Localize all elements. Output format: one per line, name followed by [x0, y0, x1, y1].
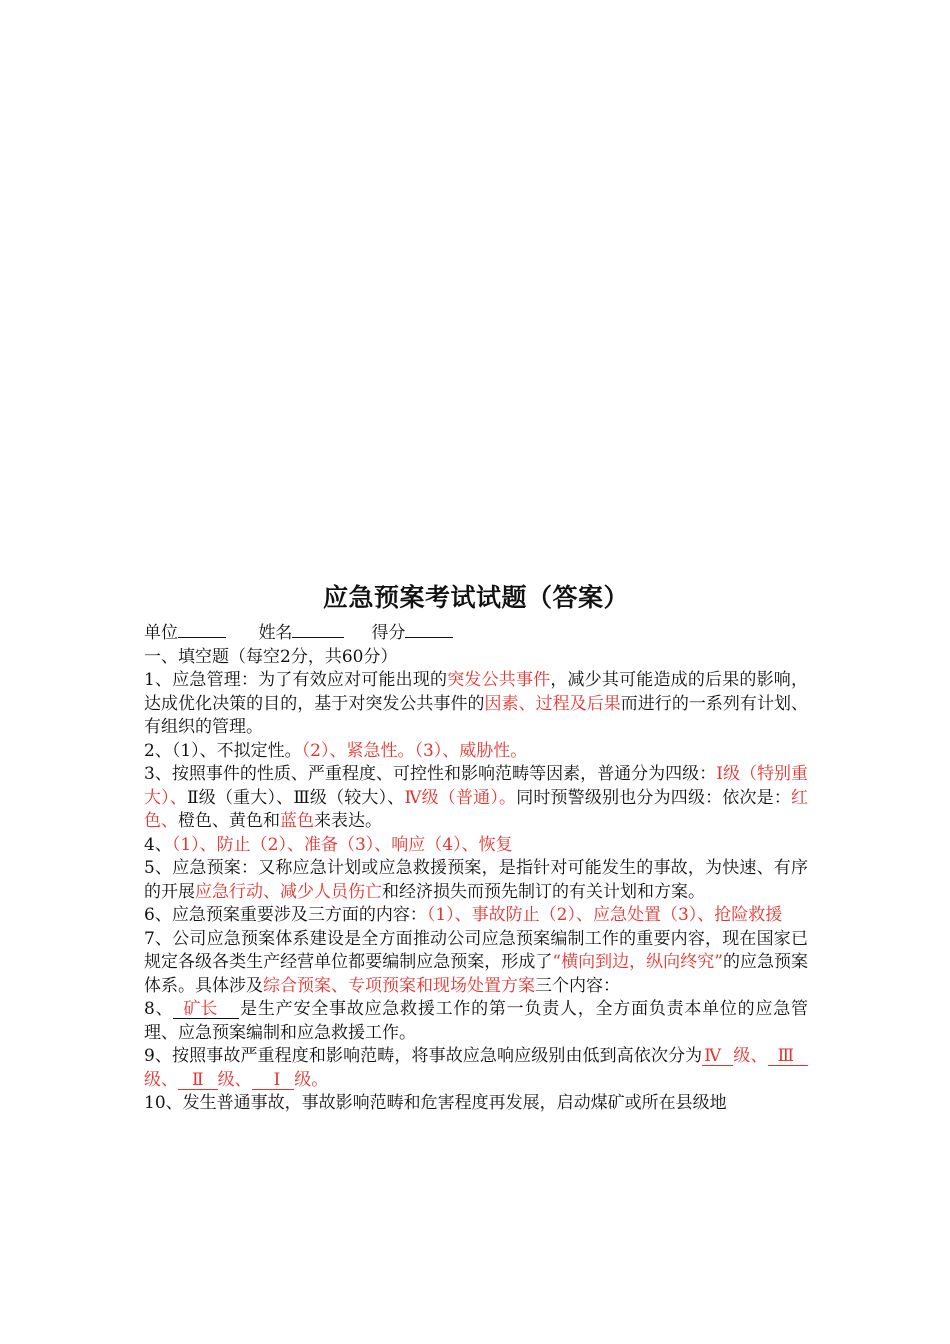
page-title: 应急预案考试试题（答案）	[322, 583, 629, 612]
answer: 突发公共事件	[447, 670, 551, 690]
question-7: 7、公司应急预案体系建设是全方面推动公司应急预案编制工作的重要内容，现在国家已规定各级各类生产经营单位都要编制应急预案，形成了“横向到边，纵向终究”的应急预案体系。具体涉及综合预案、专项预案和现场处置方案三个内容：	[144, 928, 808, 996]
answer: 红色、	[144, 787, 809, 831]
question-8: 8、 矿长 是生产安全事故应急救援工作的第一负责人，全方面负责本单位的应急管理、应急预案编制和应急救援工作。	[144, 999, 808, 1043]
answer: Ⅳ	[704, 1046, 722, 1066]
document-body	[144, 576, 808, 1116]
answer: 综合预案、专项预案和现场处置方案	[263, 975, 535, 996]
answer: （1）、防止（2）、准备（3）、响应（4）、恢复	[171, 834, 513, 855]
section-title: 一、填空题（每空2分，共60分）	[144, 646, 398, 667]
unit-blank[interactable]	[178, 637, 226, 638]
answer-blank	[173, 1000, 239, 1019]
answer: “横向到边，纵向终究”	[552, 952, 723, 972]
answer: 因素、过程及后果	[484, 693, 621, 714]
answer-blank	[702, 1047, 733, 1066]
answer-blank	[252, 1071, 295, 1090]
name-label: 姓名	[258, 623, 293, 643]
answer: （1）、事故防止（2）、应急处置（3）、抢险救援	[426, 905, 783, 925]
answer: 应急行动、减少人员伤亡	[195, 881, 382, 902]
answer: 蓝色	[280, 811, 314, 831]
answer: Ⅰ级（特别重大）、	[144, 764, 808, 808]
score-label: 得分	[371, 623, 406, 643]
question-5: 5、应急预案：又称应急计划或应急救援预案，是指针对可能发生的事故，为快速、有序的开展应急行动、减少人员伤亡和经济损失而预先制订的有关计划和方案。	[144, 858, 808, 902]
score-blank[interactable]	[405, 637, 453, 638]
answer: Ⅲ	[777, 1046, 794, 1066]
unit-label: 单位	[144, 623, 178, 643]
answer-blank	[178, 1071, 218, 1090]
answer: Ⅳ级（普通）。	[404, 787, 517, 808]
question-3: 3、按照事件的性质、严重程度、可控性和影响范畴等因素，普通分为四级：Ⅰ级（特别重大）、Ⅱ级（重大）、Ⅲ级（较大）、Ⅳ级（普通）。同时预警级别也分为四级：依次是：红色、橙色、黄色和蓝色来表达。	[144, 764, 809, 831]
question-4: 4、（1）、防止（2）、准备（3）、响应（4）、恢复	[144, 834, 513, 855]
answer: Ⅰ	[273, 1069, 281, 1090]
question-1: 1、应急管理：为了有效应对可能出现的突发公共事件，减少其可能造成的后果的影响，达成优化决策的目的，基于对突发公共事件的因素、过程及后果而进行的一系列有计划、有组织的管理。	[144, 670, 809, 737]
question-9: 9、按照事故严重程度和影响范畴，将事故应急响应级别由低到高依次分为 Ⅳ 级、 Ⅲ级、 Ⅱ 级、 Ⅰ 级。	[144, 1045, 808, 1092]
question-2: 2、（1）、不拟定性。（2）、紧急性。（3）、威胁性。	[144, 740, 528, 761]
answer-blank	[768, 1047, 808, 1066]
name-blank[interactable]	[292, 637, 344, 638]
answer: 矿长	[183, 999, 218, 1019]
answer: Ⅱ	[192, 1069, 204, 1090]
question-6: 6、应急预案重要涉及三方面的内容：（1）、事故防止（2）、应急处置（3）、抢险救援	[144, 905, 783, 925]
question-10: 10、发生普通事故，事故影响范畴和危害程度再发展，启动煤矿或所在县级地	[144, 1093, 727, 1113]
answer: （2）、紧急性。（3）、威胁性。	[301, 740, 528, 761]
exam-header	[144, 622, 808, 646]
